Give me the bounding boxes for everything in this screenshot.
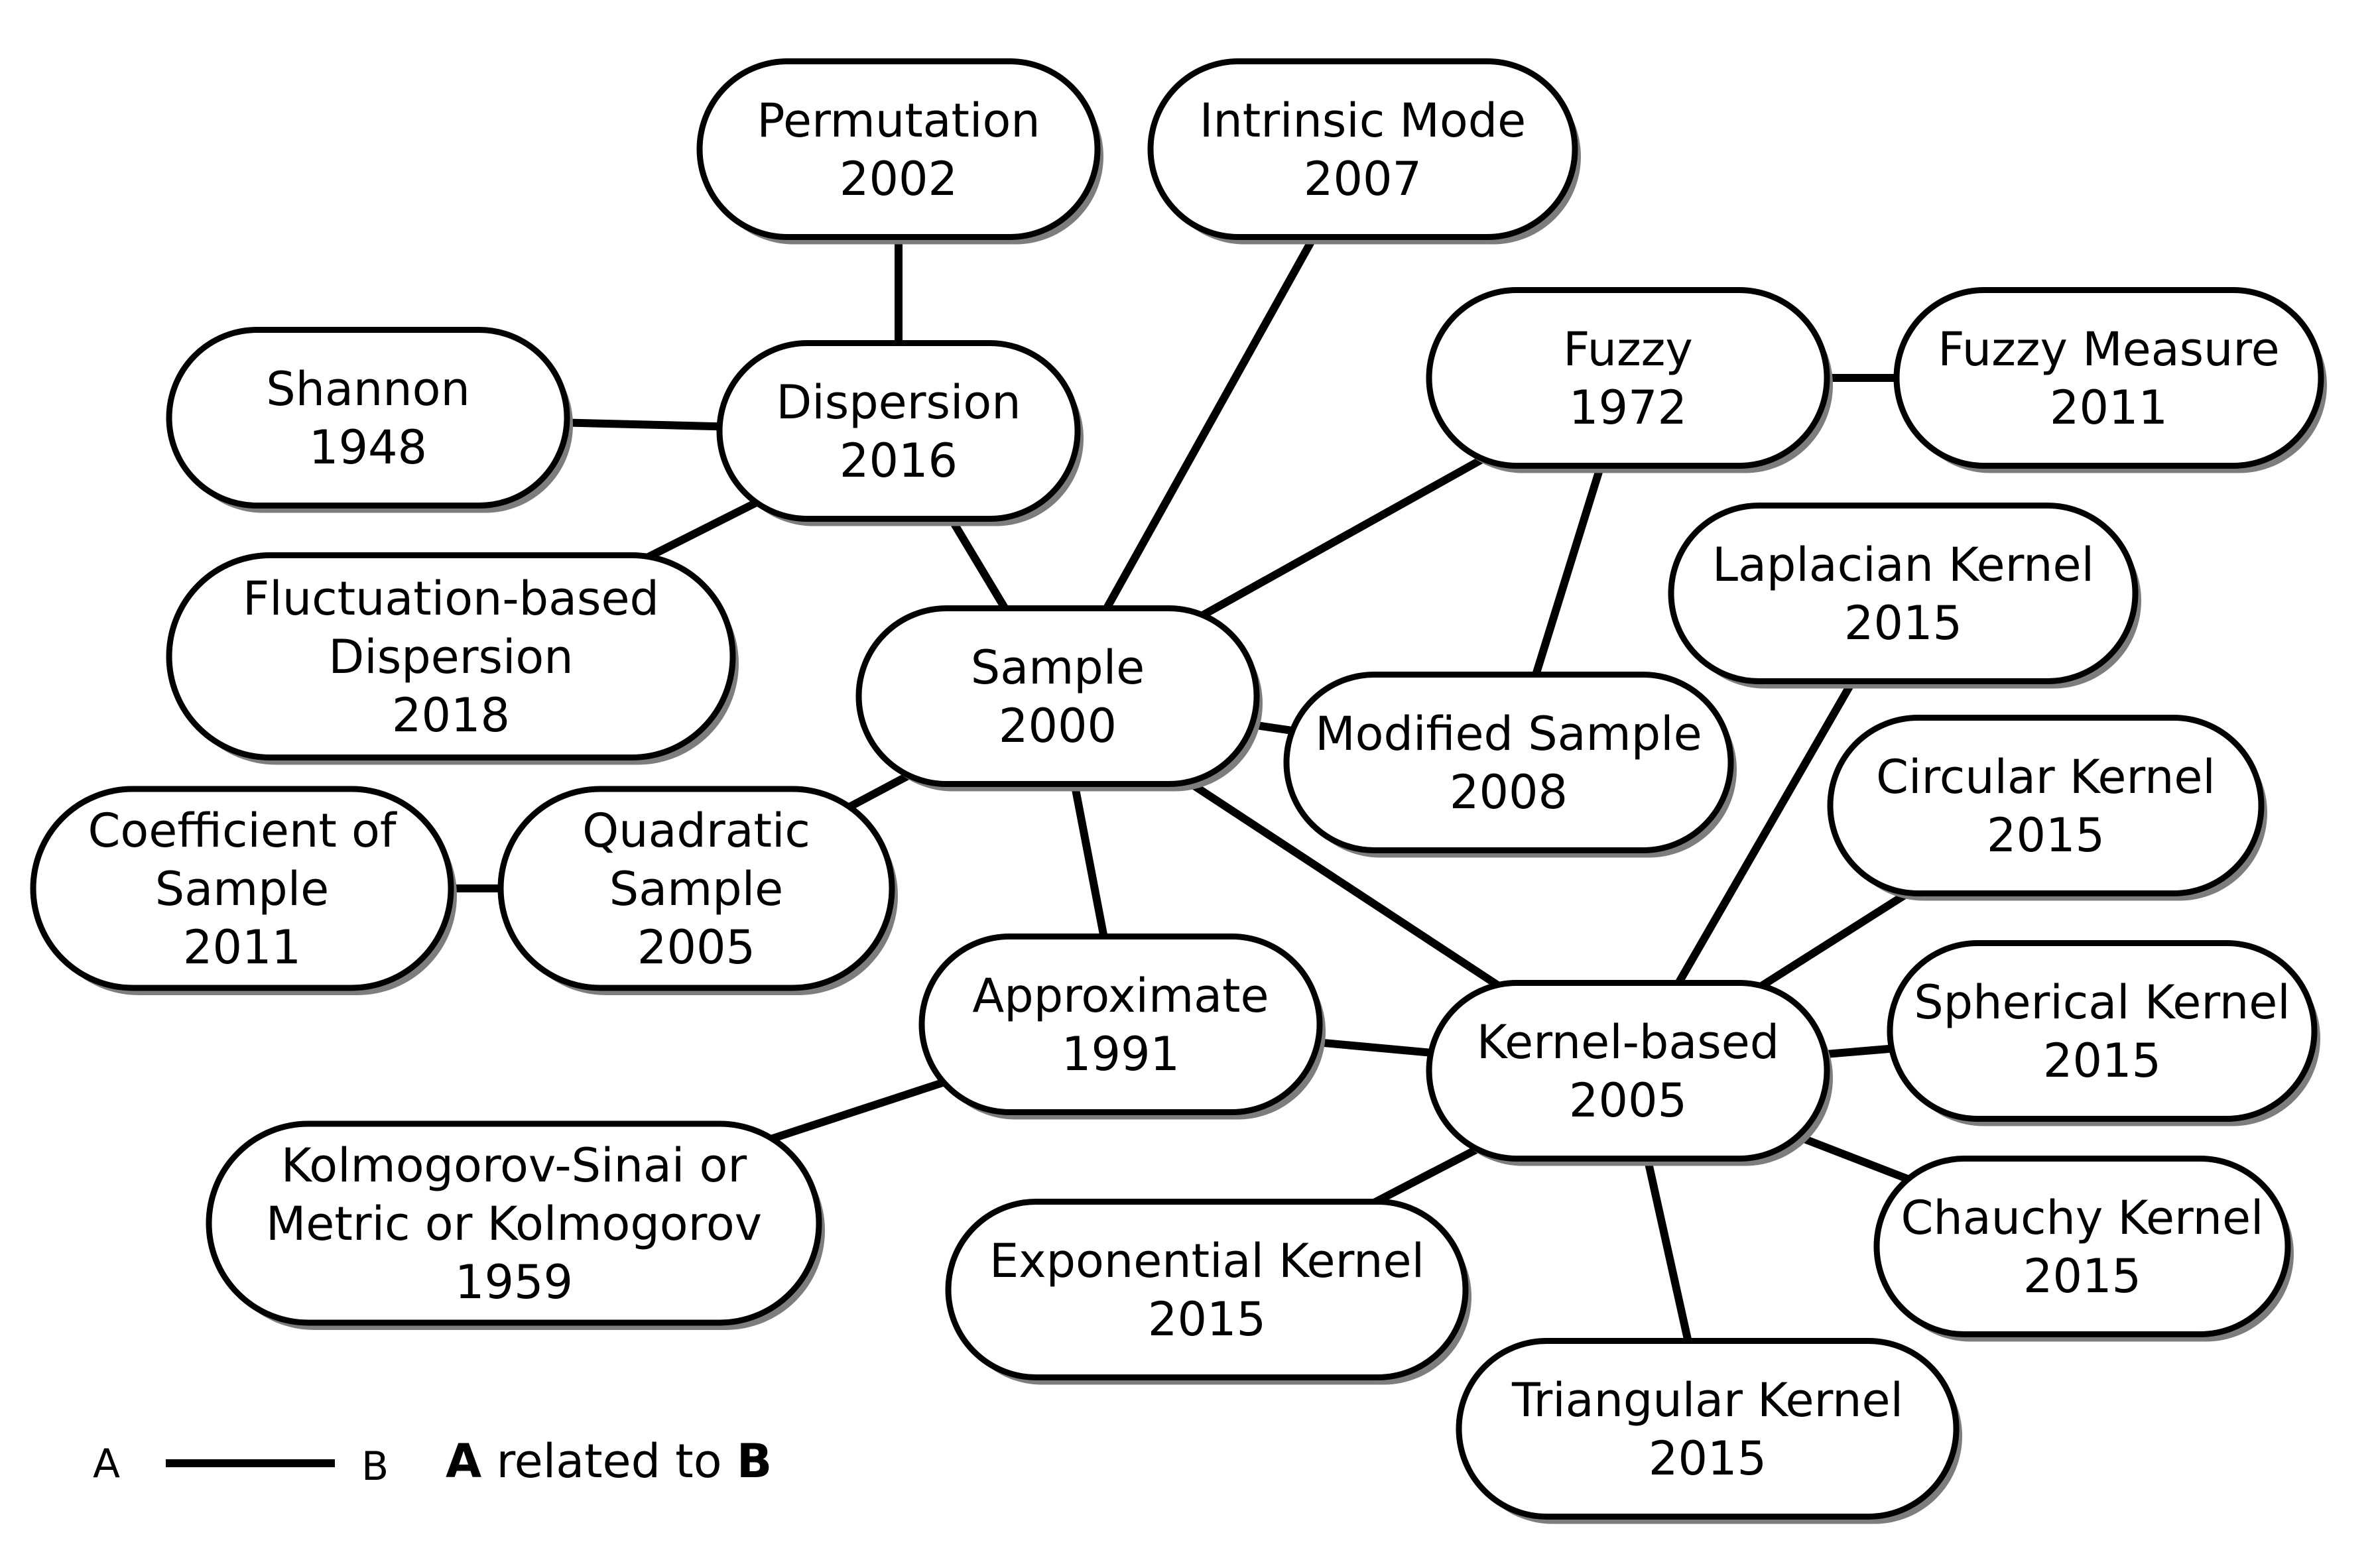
node-label-line: Sample <box>609 862 784 916</box>
node-box <box>1671 506 2135 682</box>
node-fluctuation <box>169 556 739 765</box>
node-intrinsic <box>1151 62 1581 245</box>
node-year: 2008 <box>1449 765 1568 819</box>
node-shannon <box>169 330 573 513</box>
node-label-line: Dispersion <box>328 630 574 684</box>
node-year: 2005 <box>637 920 756 975</box>
node-dispersion <box>719 343 1084 526</box>
node-box <box>859 609 1257 784</box>
node-box <box>1151 62 1575 237</box>
nodes-layer <box>33 62 2327 1524</box>
node-year: 2015 <box>2042 1034 2162 1088</box>
node-chauchy <box>1877 1159 2294 1342</box>
node-year: 2016 <box>839 434 958 488</box>
node-year: 2018 <box>391 688 511 743</box>
node-exponential <box>948 1202 1471 1385</box>
node-year: 1972 <box>1568 381 1688 435</box>
node-year: 2007 <box>1303 152 1422 206</box>
node-box <box>1459 1341 1956 1517</box>
node-box <box>922 937 1320 1113</box>
node-year: 1959 <box>454 1255 574 1309</box>
node-spherical <box>1890 943 2320 1126</box>
node-year: 2011 <box>182 920 302 975</box>
node-year: 2015 <box>2023 1249 2142 1303</box>
node-box <box>1897 290 2321 466</box>
node-year: 1991 <box>1061 1027 1180 1081</box>
node-label: Kernel-based <box>1476 1015 1780 1069</box>
node-label: Fuzzy Measure <box>1938 322 2280 377</box>
node-box <box>1877 1159 2288 1335</box>
legend-caption <box>446 1434 772 1488</box>
node-fuzzy <box>1429 290 1833 473</box>
node-kernel <box>1429 983 1833 1166</box>
node-circular <box>1830 718 2267 901</box>
node-label: Sample <box>970 640 1145 695</box>
node-label: Triangular Kernel <box>1511 1373 1904 1427</box>
node-box <box>1890 943 2314 1119</box>
node-label: Approximate <box>972 969 1269 1023</box>
legend <box>93 1434 772 1490</box>
node-fuzzy-measure <box>1897 290 2327 473</box>
node-label: Shannon <box>266 362 470 416</box>
node-label-line: Quadratic <box>582 804 810 858</box>
node-coefficient <box>33 789 457 995</box>
node-year: 2005 <box>1568 1073 1688 1128</box>
node-kolmogorov <box>209 1124 825 1330</box>
node-box <box>1429 290 1827 466</box>
legend-to-letter: B <box>361 1443 389 1490</box>
node-box <box>948 1202 1466 1378</box>
node-box <box>1286 675 1731 851</box>
node-quadratic <box>501 789 898 995</box>
node-year: 2011 <box>2049 381 2168 435</box>
node-sample <box>859 609 1263 792</box>
node-label-line: Sample <box>155 862 330 916</box>
node-box <box>169 330 567 506</box>
node-label-line: Kolmogorov-Sinai or <box>281 1138 747 1193</box>
node-box <box>700 62 1097 237</box>
node-label: Dispersion <box>776 375 1021 430</box>
node-box <box>1830 718 2261 894</box>
node-year: 2015 <box>1986 808 2105 863</box>
legend-caption-mid: related to <box>481 1434 737 1488</box>
node-label-line: Coefficient of <box>88 804 397 858</box>
node-modified-sample <box>1286 675 1737 858</box>
node-year: 2015 <box>1844 596 1963 650</box>
node-box <box>719 343 1078 519</box>
node-label: Permutation <box>757 93 1040 148</box>
node-label: Modified Sample <box>1315 707 1702 761</box>
node-label: Chauchy Kernel <box>1901 1191 2264 1245</box>
legend-from-letter: A <box>93 1441 121 1487</box>
node-permutation <box>700 62 1103 245</box>
node-label: Laplacian Kernel <box>1712 538 2095 592</box>
node-year: 2000 <box>998 699 1117 753</box>
node-year: 2015 <box>1648 1431 1767 1486</box>
legend-caption-a: A <box>446 1434 482 1488</box>
node-label-line: Metric or Kolmogorov <box>265 1197 763 1251</box>
node-label: Exponential Kernel <box>989 1234 1425 1288</box>
legend-caption-b: B <box>736 1434 773 1488</box>
node-label-line: Fluctuation-based <box>243 572 659 626</box>
node-label: Spherical Kernel <box>1914 975 2290 1030</box>
node-approximate <box>922 937 1326 1120</box>
node-triangular <box>1459 1341 1962 1524</box>
node-laplacian <box>1671 506 2141 689</box>
node-label: Fuzzy <box>1563 322 1693 377</box>
node-year: 2002 <box>839 152 958 206</box>
node-label: Intrinsic Mode <box>1199 93 1527 148</box>
node-year: 2015 <box>1147 1292 1267 1347</box>
node-year: 1948 <box>308 420 428 475</box>
node-box <box>1429 983 1827 1159</box>
node-label: Circular Kernel <box>1876 750 2216 804</box>
